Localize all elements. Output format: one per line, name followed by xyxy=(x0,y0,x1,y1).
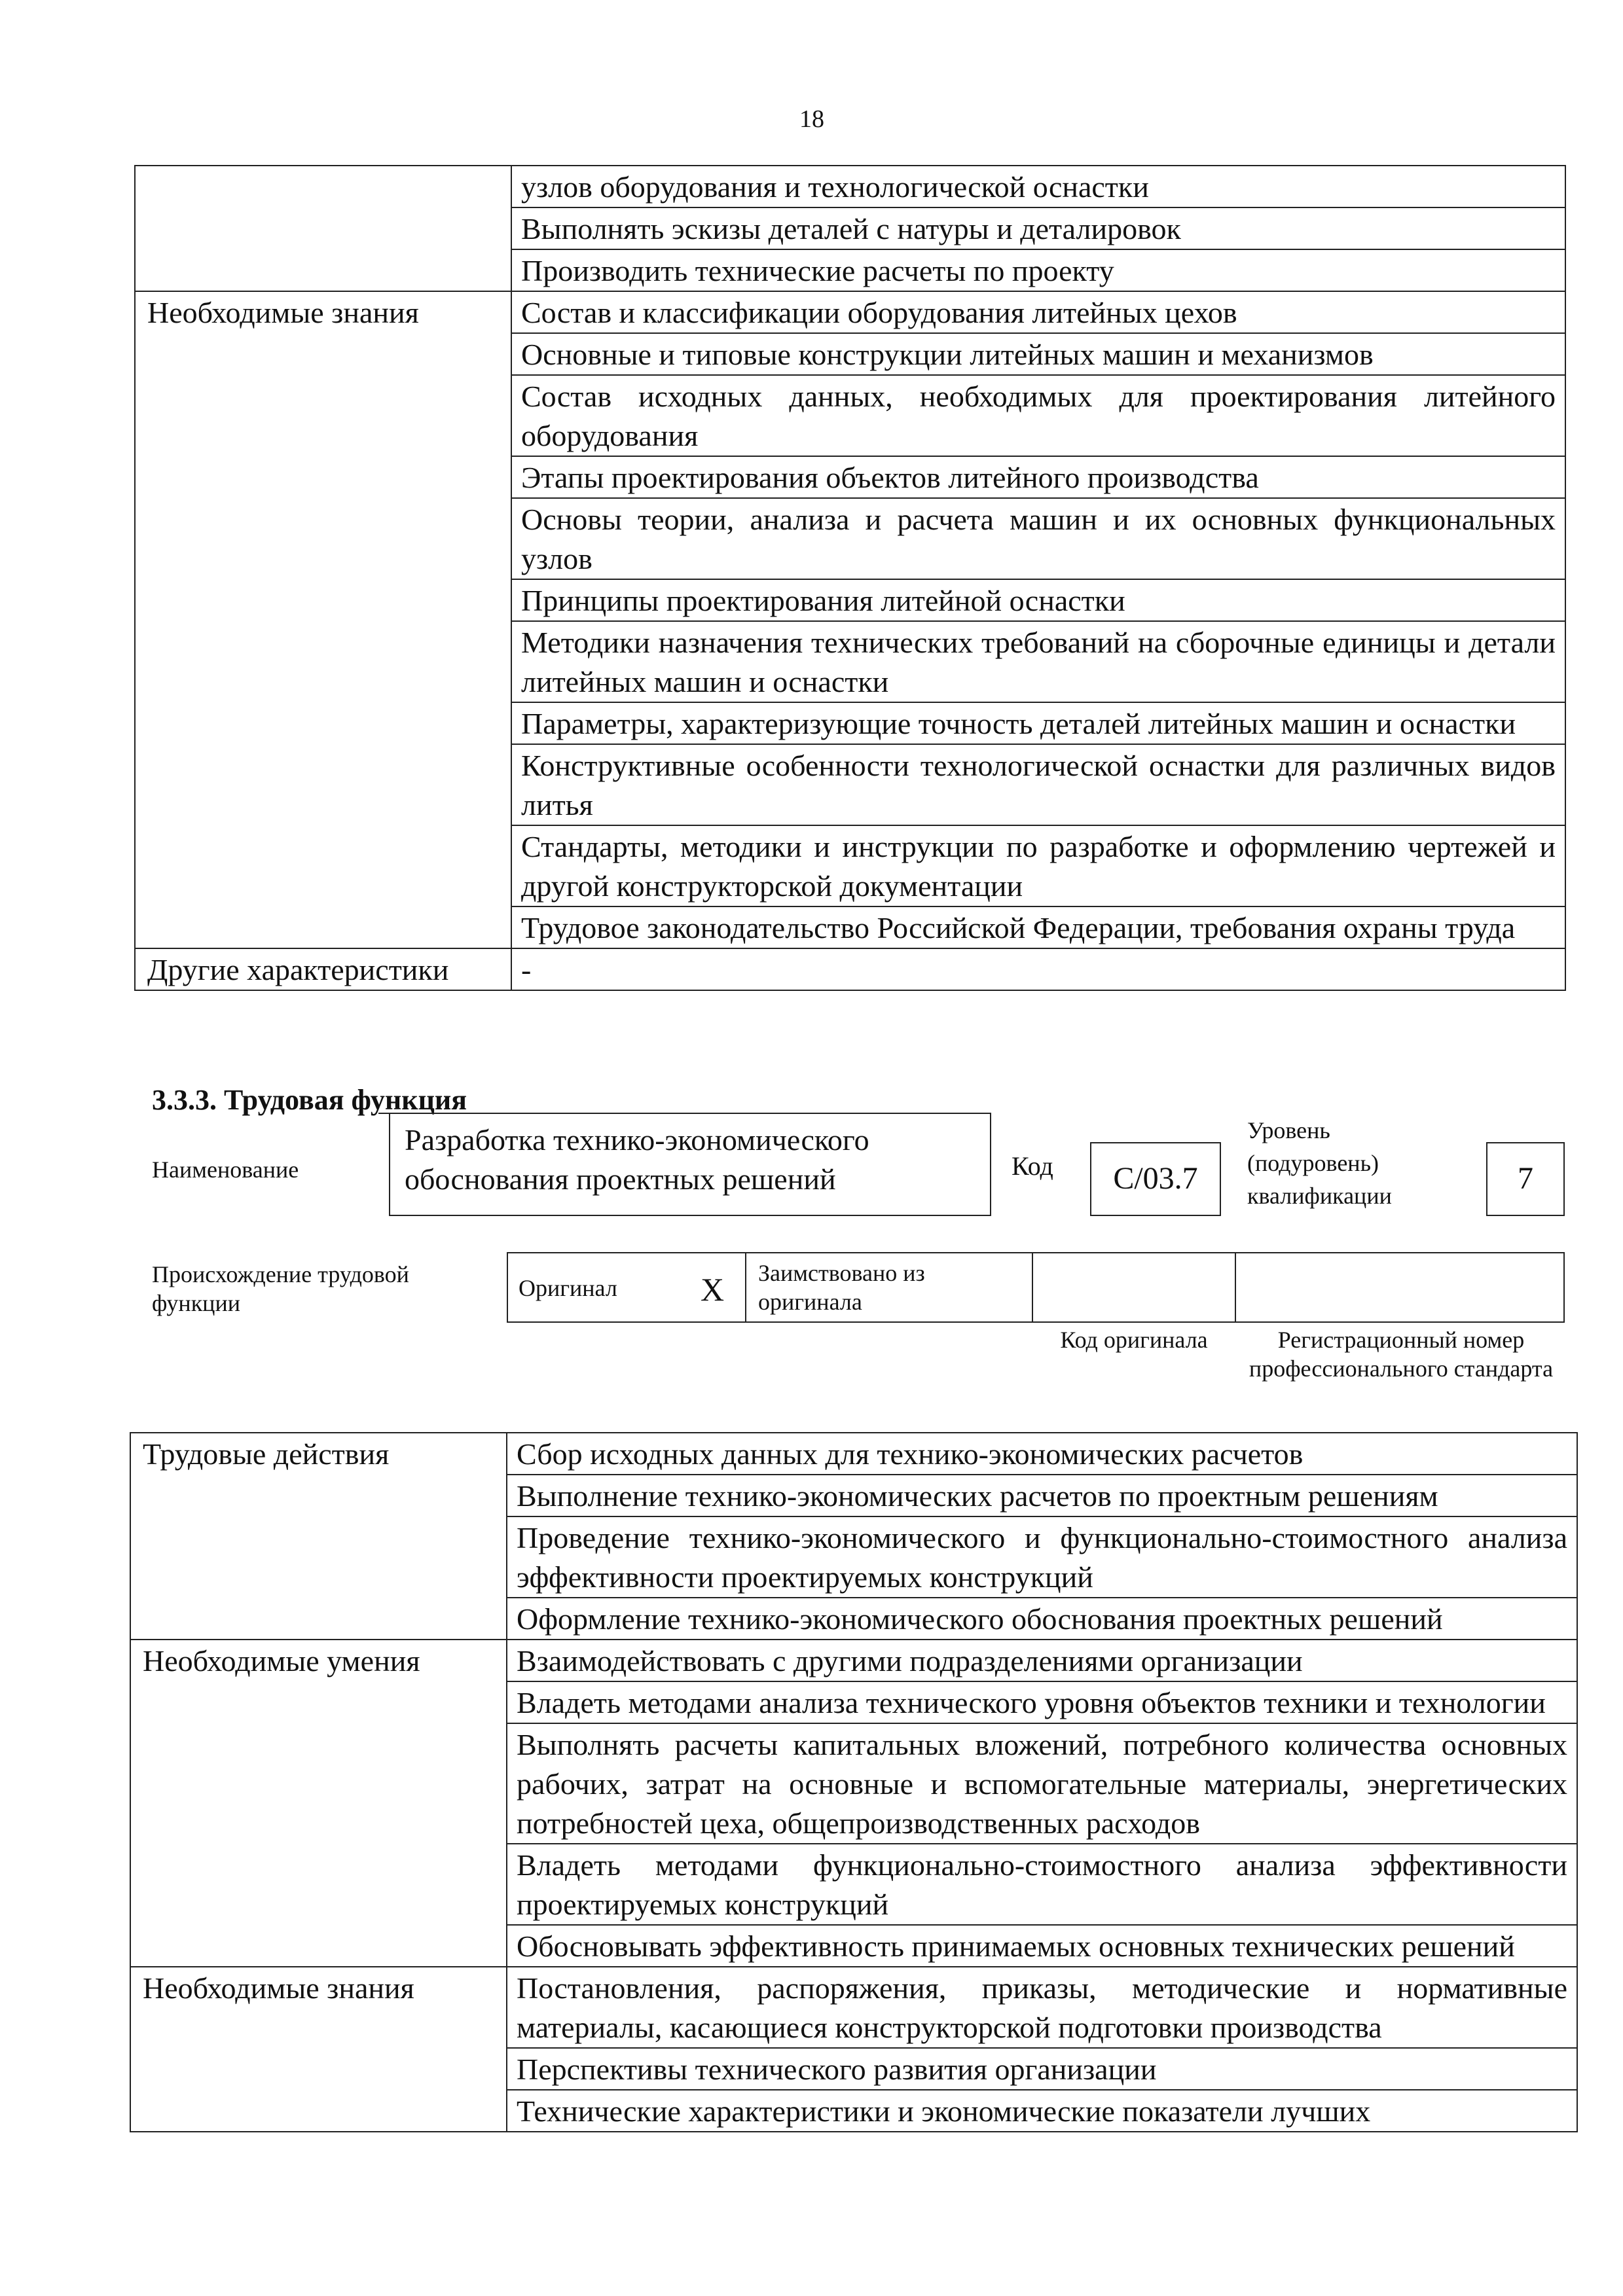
reg-number-box xyxy=(1235,1252,1565,1323)
list-item: Технические характеристики и экономические показатели лучших xyxy=(507,2089,1577,2131)
list-item: Конструктивные особенности технологической оснастки для различных видов литья xyxy=(512,744,1565,825)
labor-function-table xyxy=(130,1432,1578,2132)
list-item: Постановления, распоряжения, приказы, методические и нормативные материалы, касающиеся конструкторской подготовки производства xyxy=(517,1971,1567,2044)
list-item: Основные и типовые конструкции литейных машин и механизмов xyxy=(512,332,1565,374)
list-item: Параметры, характеризующие точность деталей литейных машин и оснастки xyxy=(512,702,1565,744)
level-box xyxy=(1486,1142,1565,1216)
name-box xyxy=(389,1113,991,1216)
list-item: Принципы проектирования литейной оснастки xyxy=(512,579,1565,620)
page-number: 18 xyxy=(799,105,824,133)
original-mark: X xyxy=(701,1271,725,1308)
borrowed-box xyxy=(745,1252,1033,1323)
actions-label: Трудовые действия xyxy=(130,1433,507,1640)
knowledge-label: Необходимые знания xyxy=(130,1967,507,2132)
list-item: Основы теории, анализа и расчета машин и их основных функциональных узлов xyxy=(512,497,1565,579)
list-item: Оформление технико-экономического обоснования проектных решений xyxy=(507,1597,1577,1639)
borrowed-label: Заимствовано из оригинала xyxy=(758,1260,925,1315)
list-item: Проведение технико-экономического и функционально-стоимостного анализа эффективности проектируемых конструкций xyxy=(507,1516,1577,1597)
original-code-caption: Код оригинала xyxy=(1060,1327,1208,1353)
skills-continuation-cell xyxy=(511,166,1565,291)
list-item: Состав исходных данных, необходимых для проектирования литейного оборудования xyxy=(512,374,1565,456)
list-item: Перспективы технического развития организации xyxy=(507,2047,1577,2089)
continuation-table xyxy=(134,165,1566,991)
name-label: Наименование xyxy=(152,1157,299,1183)
other-value: - xyxy=(511,948,1565,990)
skills-cell xyxy=(507,1640,1577,1967)
list-item: Трудовое законодательство Российской Федерации, требования охраны труда xyxy=(512,906,1565,948)
original-label: Оригинал xyxy=(519,1275,617,1301)
list-item: Методики назначения технических требований на сборочные единицы и детали литейных машин и оснастки xyxy=(512,620,1565,702)
list-item: Обосновывать эффективность принимаемых основных технических решений xyxy=(507,1924,1577,1966)
list-item: Взаимодействовать с другими подразделениями организации xyxy=(517,1644,1303,1677)
list-item: Сбор исходных данных для технико-экономических расчетов xyxy=(517,1437,1304,1471)
list-item: Выполнение технико-экономических расчетов по проектным решениям xyxy=(507,1474,1577,1516)
level-label: Уровень (подуровень) квалификации xyxy=(1247,1117,1392,1209)
knowledge-label: Необходимые знания xyxy=(135,291,511,948)
list-item: Состав и классификации оборудования литейных цехов xyxy=(521,296,1237,329)
list-item: Стандарты, методики и инструкции по разработке и оформлению чертежей и другой конструкторской документации xyxy=(512,825,1565,906)
empty-label-cell xyxy=(135,166,511,291)
code-value: С/03.7 xyxy=(1113,1161,1198,1196)
list-item: Выполнять эскизы деталей с натуры и деталировок xyxy=(512,207,1565,249)
section-title: 3.3.3. Трудовая функция xyxy=(152,1084,467,1116)
actions-cell xyxy=(507,1433,1577,1640)
list-item: Этапы проектирования объектов литейного производства xyxy=(512,456,1565,497)
origin-label: Происхождение трудовой функции xyxy=(152,1261,409,1316)
list-item: Владеть методами функционально-стоимостного анализа эффективности проектируемых конструкций xyxy=(507,1843,1577,1924)
list-item: Производить технические расчеты по проекту xyxy=(512,249,1565,291)
original-code-box xyxy=(1032,1252,1236,1323)
list-item: узлов оборудования и технологической оснастки xyxy=(521,170,1149,204)
original-box xyxy=(507,1252,746,1323)
knowledge-cell xyxy=(511,291,1565,948)
other-label: Другие характеристики xyxy=(135,948,511,990)
skills-label: Необходимые умения xyxy=(130,1640,507,1967)
knowledge-cell xyxy=(507,1967,1577,2132)
list-item: Выполнять расчеты капитальных вложений, потребного количества основных рабочих, затрат на основные и вспомогательные материалы, энергетических потребностей цеха, общепроизводственных расходов xyxy=(507,1723,1577,1843)
name-value: Разработка технико-экономического обоснования проектных решений xyxy=(405,1123,869,1196)
list-item: Владеть методами анализа технического уровня объектов техники и технологии xyxy=(507,1681,1577,1723)
reg-number-caption: Регистрационный номер профессионального стандарта xyxy=(1249,1327,1554,1382)
level-value: 7 xyxy=(1518,1161,1533,1196)
code-box xyxy=(1090,1142,1221,1216)
code-label: Код xyxy=(1012,1151,1053,1181)
